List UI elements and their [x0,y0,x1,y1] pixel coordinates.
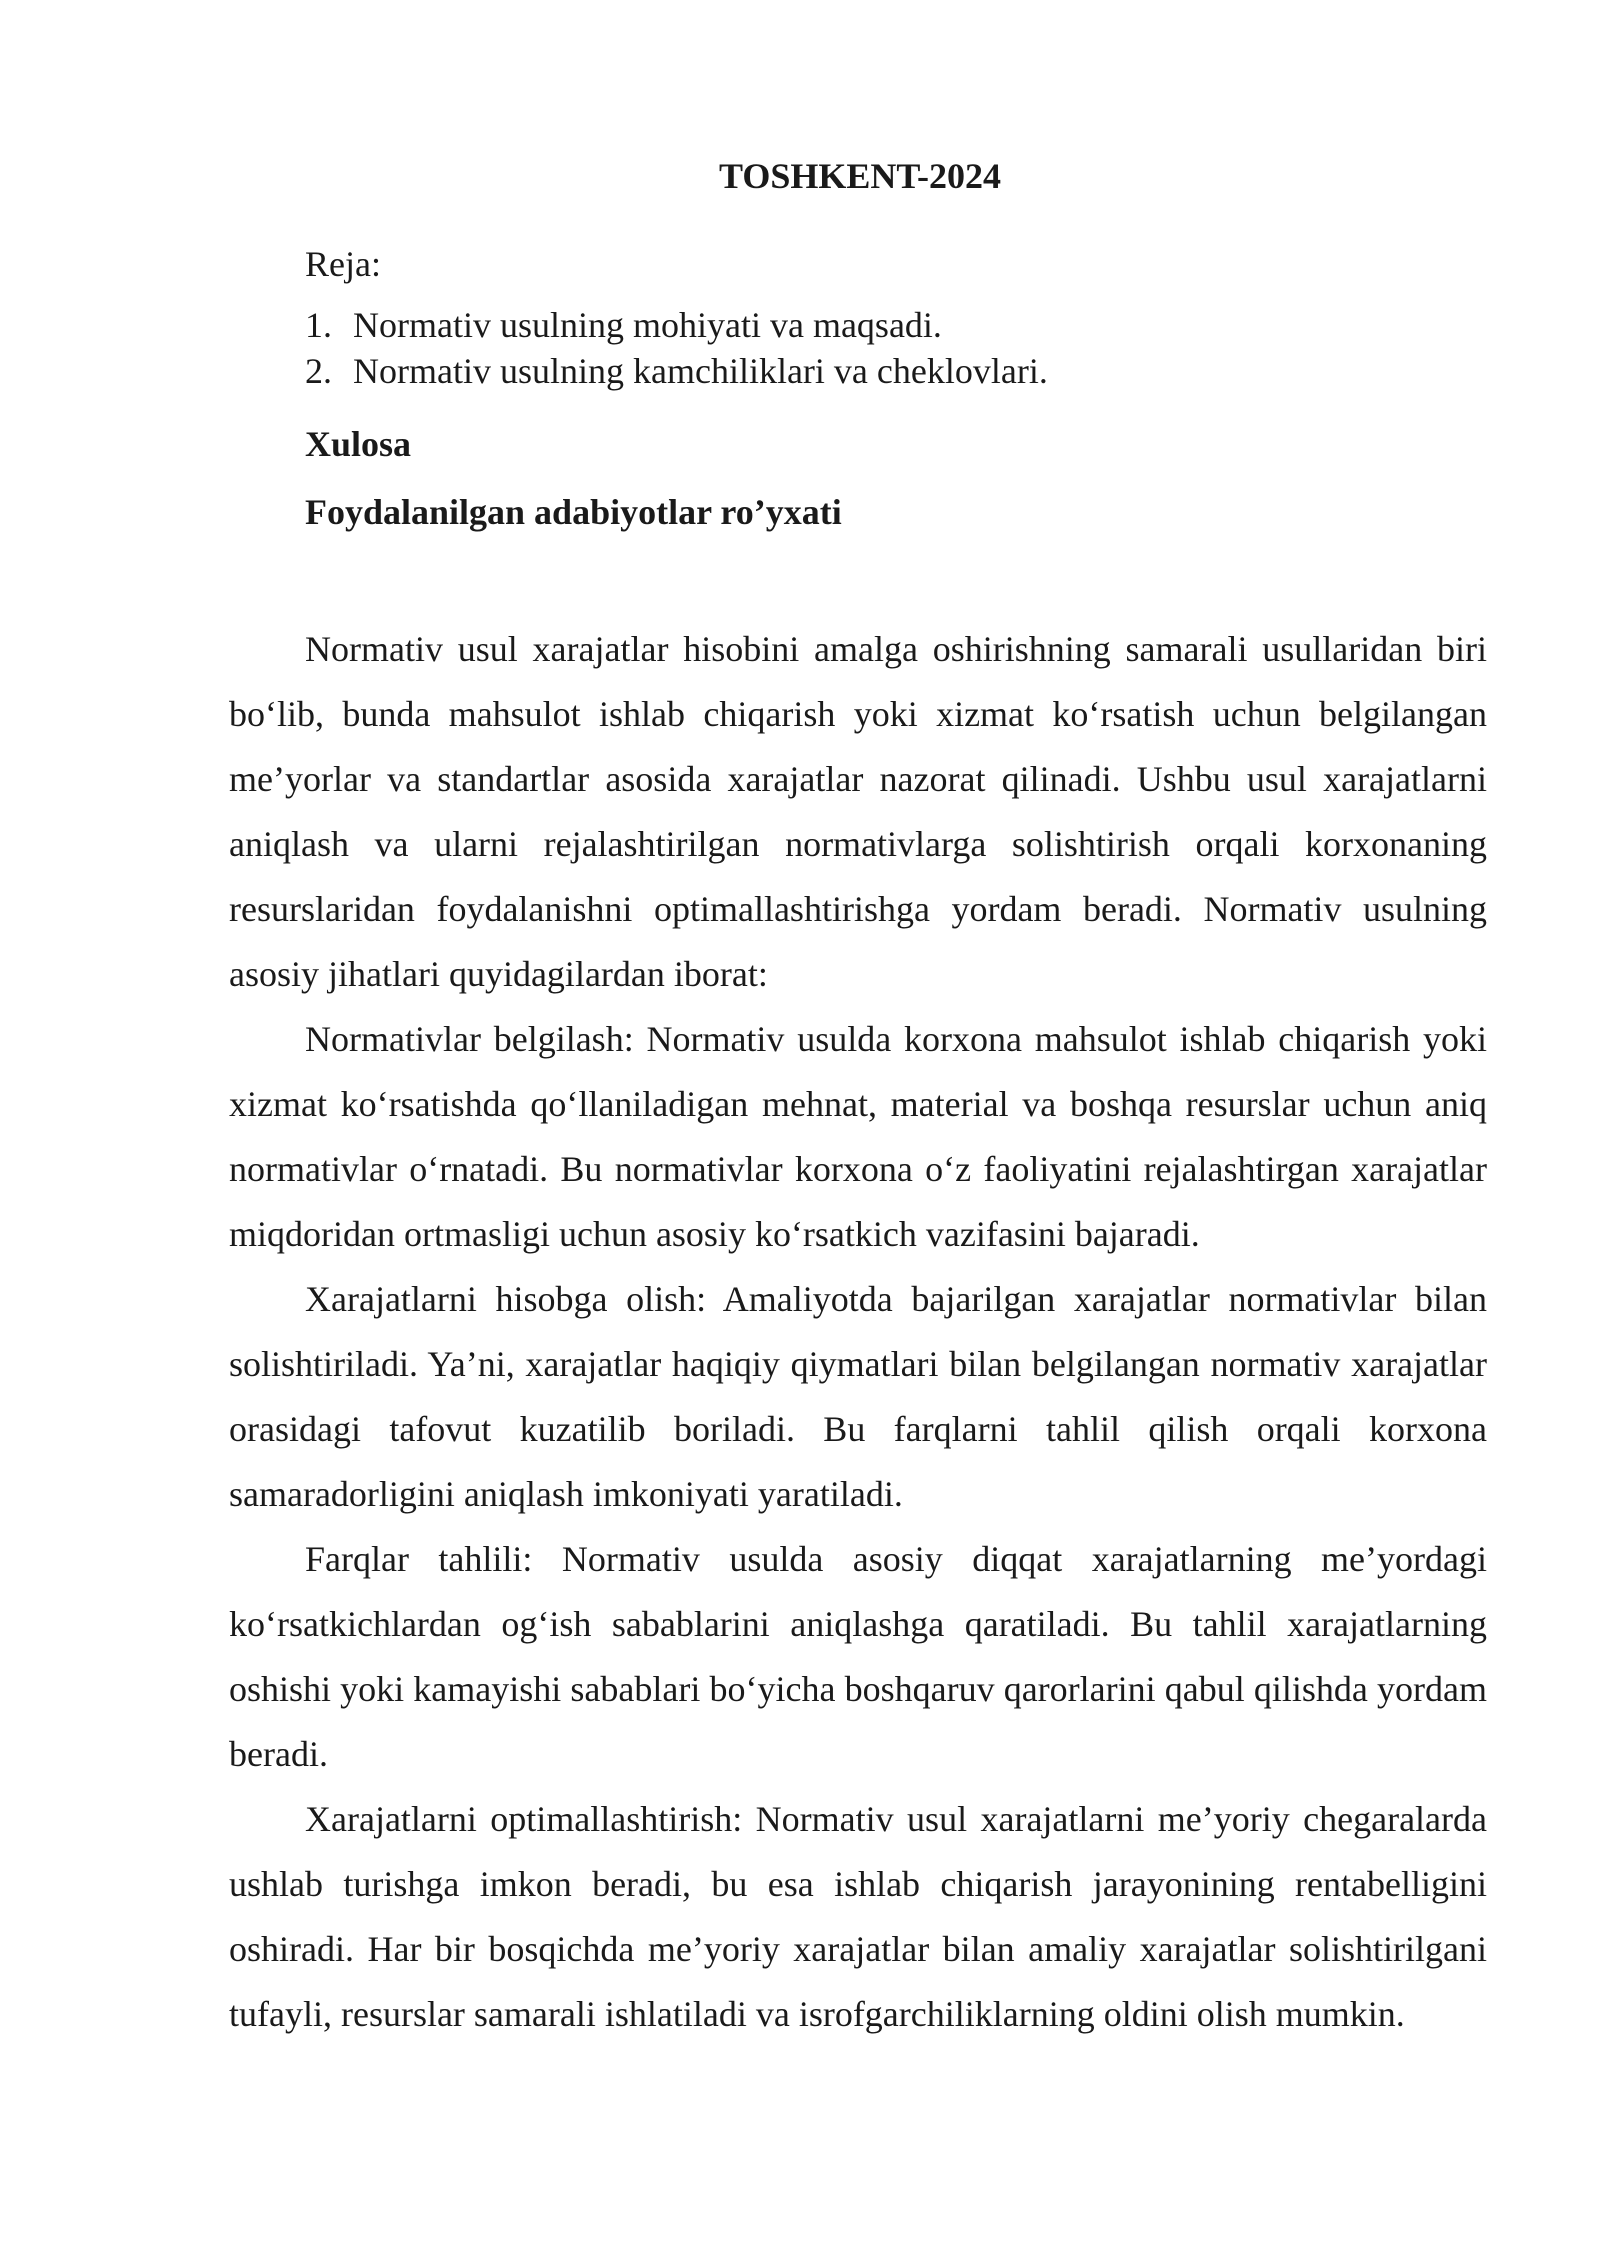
plan-item-text: Normativ usulning kamchiliklari va cheklovlari. [353,351,1048,391]
plan-item-number: 2. [305,351,332,391]
body-paragraph: Normativ usul xarajatlar hisobini amalga oshirishning samarali usullaridan biri bo‘lib, bunda mahsulot ishlab chiqarish yoki xizmat ko‘rsatish uchun belgilangan me’yorlar va standartlar asosida xarajatlar nazorat qilinadi. Ushbu usul xarajatlarni aniqlash va ularni rejalashtirilgan normativlarga solishtirish orqali korxonaning resurslaridan foydalanishni optimallashtirishga yordam beradi. Normativ usulning asosiy jihatlari quyidagilardan iborat: [229,629,1487,994]
plan-label: Reja: [305,244,381,284]
plan-list [305,302,1048,394]
body-paragraph: Xarajatlarni optimallashtirish: Normativ usul xarajatlarni me’yoriy chegaralarda ushlab turishga imkon beradi, bu esa ishlab chiqarish jarayonining rentabelligini oshiradi. Har bir bosqichda me’yoriy xarajatlar bilan amaliy xarajatlar solishtirilgani tufayli, resurslar samarali ishlatiladi va isrofgarchiliklarning oldini olish mumkin. [229,1799,1487,2034]
body-paragraph: Normativlar belgilash: Normativ usulda korxona mahsulot ishlab chiqarish yoki xizmat ko‘rsatishda qo‘llaniladigan mehnat, material va boshqa resurslar uchun aniq normativlar o‘rnatadi. Bu normativlar korxona o‘z faoliyatini rejalashtirgan xarajatlar miqdoridan ortmasligi uchun asosiy ko‘rsatkich vazifasini bajaradi. [229,1019,1487,1254]
body-paragraph: Xarajatlarni hisobga olish: Amaliyotda bajarilgan xarajatlar normativlar bilan solishtiriladi. Ya’ni, xarajatlar haqiqiy qiymatlari bilan belgilangan normativ xarajatlar orasidagi tafovut kuzatilib boriladi. Bu farqlarni tahlil qilish orqali korxona samaradorligini aniqlash imkoniyati yaratiladi. [229,1279,1487,1514]
body-paragraph: Farqlar tahlili: Normativ usulda asosiy diqqat xarajatlarning me’yordagi ko‘rsatkichlardan og‘ish sabablarini aniqlashga qaratiladi. Bu tahlil xarajatlarning oshishi yoki kamayishi sabablari bo‘yicha boshqaruv qarorlarini qabul qilishda yordam beradi. [229,1539,1487,1774]
document-title: TOSHKENT-2024 [718,156,1002,196]
plan-item-number: 1. [305,305,332,345]
plan-item [305,348,1048,394]
plan-item [305,302,1048,348]
references-heading: Foydalanilgan adabiyotlar ro’yxati [305,492,842,532]
conclusion-heading: Xulosa [305,424,412,464]
body-text [229,617,1487,2047]
plan-item-text: Normativ usulning mohiyati va maqsadi. [353,305,942,345]
